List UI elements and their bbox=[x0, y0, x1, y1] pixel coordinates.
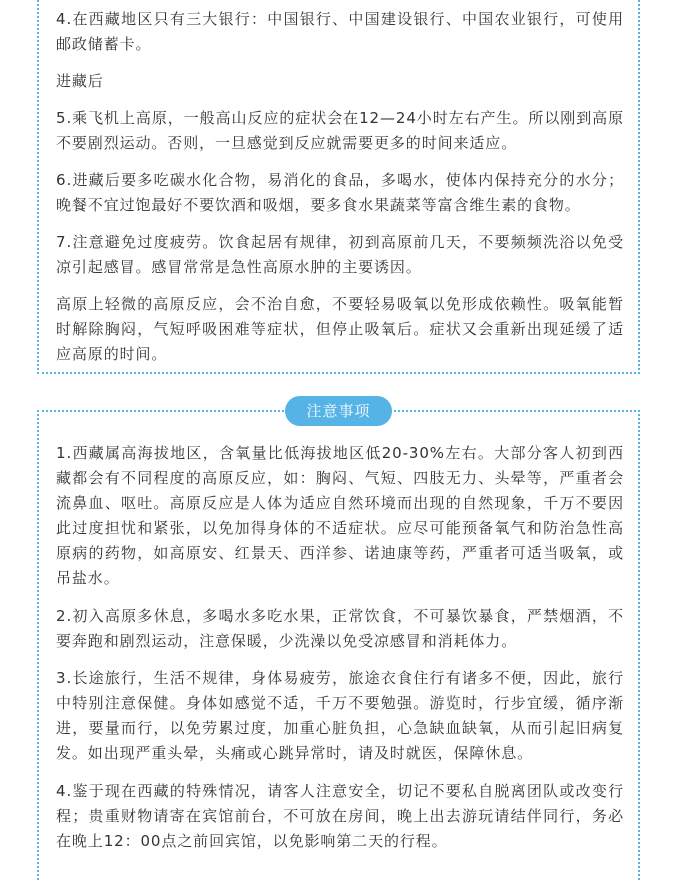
notice-title-badge: 注意事项 bbox=[285, 396, 392, 426]
notice-item-4: 4.鉴于现在西藏的特殊情况，请客人注意安全，切记不要私自脱离团队或改变行程；贵重财物请寄在宾馆前台，不可放在房间，晚上出去游玩请结伴同行，务必在晚上12：00点之前回宾馆，以免影响第二天的行程。 bbox=[56, 782, 624, 850]
section-heading-after-arrival: 进藏后 bbox=[56, 72, 104, 90]
paragraph-avoid-fatigue: 7.注意避免过度疲劳。饮食起居有规律，初到高原前几天，不要频频洗浴以免受凉引起感冒。感冒常常是急性高原水肿的主要诱因。 bbox=[56, 233, 624, 276]
notice-item-3: 3.长途旅行，生活不规律，身体易疲劳，旅途衣食住行有诸多不便，因此，旅行中特别注意保健。身体如感觉不适，千万不要勉强。游览时，行步宜缓，循序渐进，要量而行，以免劳累过度，加重心脏负担，心急缺血缺氧，从而引起旧病复发。如出现严重头晕，头痛或心跳异常时，请及时就医，保障休息。 bbox=[56, 669, 624, 762]
paragraph-oxygen-advice: 高原上轻微的高原反应，会不治自愈，不要轻易吸氧以免形成依赖性。吸氧能暂时解除胸闷，气短呼吸困难等症状，但停止吸氧后。症状又会重新出现延缓了适应高原的时间。 bbox=[56, 295, 624, 363]
notice-item-1: 1.西藏属高海拔地区，含氧量比低海拔地区低20-30%左右。大部分客人初到西藏都会有不同程度的高原反应，如：胸闷、气短、四肢无力、头晕等，严重者会流鼻血、呕吐。高原反应是人体为适应自然环境而出现的自然现象，千万不要因此过度担忧和紧张，以免加得身体的不适症状。应尽可能预备氧气和防治急性高原病的药物，如高原安、红景天、西洋参、诺迪康等药，严重者可适当吸氧，或吊盐水。 bbox=[56, 444, 624, 587]
notice-item-2: 2.初入高原多休息，多喝水多吃水果，正常饮食，不可暴饮暴食，严禁烟酒，不要奔跑和剧烈运动，注意保暖，少洗澡以免受凉感冒和消耗体力。 bbox=[56, 607, 624, 650]
paragraph-altitude-reaction-timing: 5.乘飞机上高原，一般高山反应的症状会在12—24小时左右产生。所以刚到高原不要剧烈运动。否则，一旦感觉到反应就需要更多的时间来适应。 bbox=[56, 109, 624, 152]
paragraph-bank-info: 4.在西藏地区只有三大银行：中国银行、中国建设银行、中国农业银行，可使用邮政储蓄卡。 bbox=[56, 10, 624, 53]
paragraph-diet-advice: 6.进藏后要多吃碳水化合物，易消化的食品，多喝水，使体内保持充分的水分；晚餐不宜过饱最好不要饮酒和吸烟，要多食水果蔬菜等富含维生素的食物。 bbox=[56, 171, 624, 214]
